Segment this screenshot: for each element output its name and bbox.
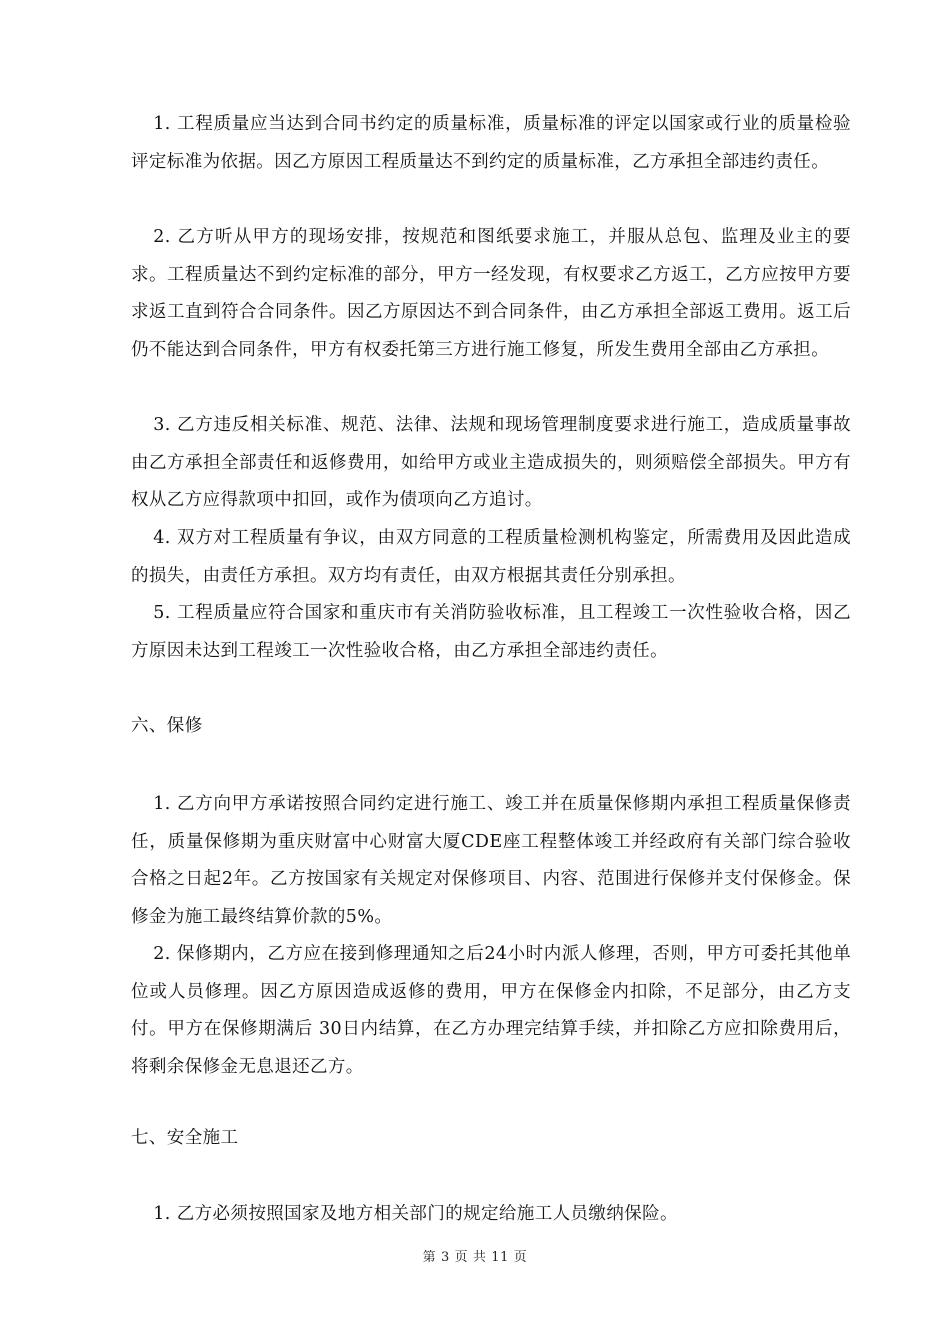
clause-6-1: 1. 乙方向甲方承诺按照合同约定进行施工、竣工并在质量保修期内承担工程质量保修责任，质量保修期为重庆财富中心财富大厦CDE座工程整体竣工并经政府有关部门综合验收合格之日起2年。乙方按国家有关规定对保修项目、内容、范围进行保修并支付保修金。保修金为施工最终结算价款的5%。 [131,794,851,927]
clause-5-1: 1. 工程质量应当达到合同书约定的质量标准，质量标准的评定以国家或行业的质量检验评定标准为依据。因乙方原因工程质量达不到约定的质量标准，乙方承担全部违约责任。 [131,114,851,172]
page-number-footer: 第 3 页 共 11 页 [422,1250,528,1265]
section-heading-safety: 七、安全施工 [131,1128,239,1148]
clause-7-1: 1. 乙方必须按照国家及地方相关部门的规定给施工人员缴纳保险。 [153,1204,678,1224]
clause-5-5: 5. 工程质量应符合国家和重庆市有关消防验收标准，且工程竣工一次性验收合格，因乙方原因未达到工程竣工一次性验收合格，由乙方承担全部违约责任。 [131,603,851,661]
clause-6-2: 2. 保修期内，乙方应在接到修理通知之后24小时内派人修理，否则，甲方可委托其他单位或人员修理。因乙方原因造成返修的费用，甲方在保修金内扣除，不足部分，由乙方支付。甲方在保修期满后 30日内结算，在乙方办理完结算手续，并扣除乙方应扣除费用后，将剩余保修金无息退还乙方。 [131,944,851,1077]
clause-5-4: 4. 双方对工程质量有争议，由双方同意的工程质量检测机构鉴定，所需费用及因此造成的损失，由责任方承担。双方均有责任，由双方根据其责任分别承担。 [131,528,851,586]
clause-5-2: 2. 乙方听从甲方的现场安排，按规范和图纸要求施工，并服从总包、监理及业主的要求。工程质量达不到约定标准的部分，甲方一经发现，有权要求乙方返工，乙方应按甲方要求返工直到符合合同条件。因乙方原因达不到合同条件，由乙方承担全部返工费用。返工后仍不能达到合同条件，甲方有权委托第三方进行施工修复，所发生费用全部由乙方承担。 [131,227,851,360]
section-heading-warranty: 六、保修 [131,716,203,736]
clause-5-3: 3. 乙方违反相关标准、规范、法律、法规和现场管理制度要求进行施工，造成质量事故由乙方承担全部责任和返修费用，如给甲方或业主造成损失的，则须赔偿全部损失。甲方有权从乙方应得款项中扣回，或作为债项向乙方追讨。 [131,415,851,511]
